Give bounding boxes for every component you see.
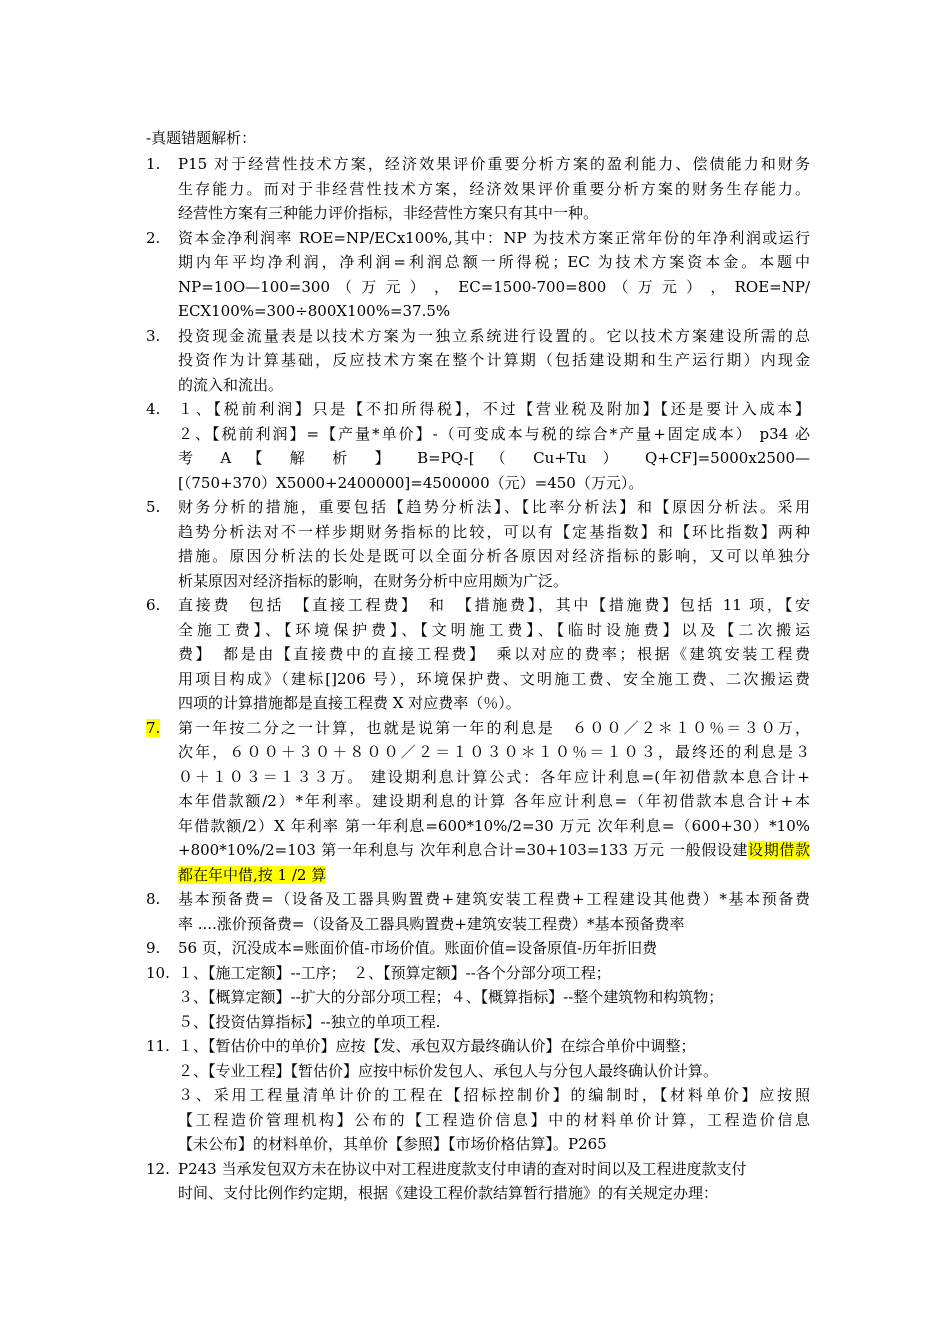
text-line: 措施。原因分析法的长处是既可以全面分析各原因对经济指标的影响，又可以单独分 [178,547,810,565]
item-number: 11. [146,1037,170,1055]
text-line: 本年借款额/2）*年利率。建设期利息的计算 各年应计利息=（年初借款本息合计+本 [178,792,810,810]
text-line: 资本金净利润率 ROE=NP/ECx100%,其中：NP 为技术方案正常年份的年净利润或运行 [178,228,810,247]
text-line: 财务分析的措施，重要包括【趋势分析法】、【比率分析法】和【原因分析法。采用 [178,498,810,516]
list-item [146,152,810,226]
text-line: 56 页，沉没成本=账面价值-市场价值。账面价值=设备原值-历年折旧费 [178,939,658,957]
text-line: ２、【税前利润】=【产量*单价】-（可变成本与税的综合*产量+固定成本） p34 必 [178,424,810,443]
text-line: 基本预备费=（设备及工器具购置费+建筑安装工程费+工程建设其他费）*基本预备费 [178,890,810,908]
list-item [146,887,810,936]
list-item [146,936,810,961]
text-line: 直接费 包括 【直接工程费】 和 【措施费】，其中【措施费】包括 11 项，【安 [178,596,810,614]
text-line: ２、【专业工程】【暂估价】应按中标价发包人、承包人与分包人最终确认价计算。 [178,1061,719,1080]
item-text [178,887,810,936]
item-text [178,961,810,1035]
item-number: 7. [146,718,161,737]
item-number: 4. [146,400,161,418]
text-line: 趋势分析法对不一样步期财务指标的比较，可以有【定基指数】和【环比指数】两种 [178,522,810,541]
text-line: 投资现金流量表是以技术方案为一独立系统进行设置的。它以技术方案建设所需的总 [178,326,810,345]
text-line: 生存能力。而对于非经营性技术方案，经济效果评价重要分析方案的财务生存能力。 [178,179,810,198]
text-line: P15 对于经营性技术方案，经济效果评价重要分析方案的盈利能力、偿债能力和财务 [178,155,810,173]
item-number: 12. [146,1159,170,1178]
text-line: １、【暂估价中的单价】应按【发、承包双方最终确认价】在综合单价中调整； [178,1037,696,1055]
list-item [146,593,810,716]
item-text [178,716,810,888]
text-line: 率 ....涨价预备费=（设备及工器具购置费+建筑安装工程费）*基本预备费率 [178,914,685,933]
list-item [146,1034,810,1157]
item-number: 3. [146,326,161,345]
list-item [146,495,810,593]
item-number: 6. [146,596,161,614]
text-line: 费】 都是由【直接费中的直接工程费】 乘以对应的费率；根据《建筑安装工程费 [178,645,810,663]
item-text [178,152,810,226]
text-line: 全施工费】、【环境保护费】、【文明施工费】、【临时设施费】以及【二次搬运 [178,620,810,639]
list-item [146,961,810,1035]
text-line: 用项目构成》（建标[]206 号），环境保护费、文明施工费、安全施工费、二次搬运费 [178,669,810,688]
text-line: ECX100%=300÷800X100%=37.5% [178,302,451,320]
item-text [178,593,810,716]
text-line: 【未公布】的材料单价，其单价【参照】【市场价格估算】。P265 [178,1135,607,1153]
page-heading: -真题错题解析： [146,129,257,147]
text-line: +800*10%/2=103 第一年利息与 次年利息合计=30+103=133 万元 一般假设建设期借款 [178,841,810,859]
text-line: ５、【投资估算指标】--独立的单项工程. [178,1012,441,1031]
item-text [178,936,810,961]
text-line: [（750+370）X5000+2400000]=4500000（元）=450（万元）。 [178,473,644,492]
list-item [146,226,810,324]
item-text [178,495,810,593]
text-line: 考 A 【 解 析 】 B=PQ-[ （ Cu+Tu ） Q+CF]=5000x2500— [178,449,810,467]
text-line: NP=10O—100=300 （ 万 元 ） ， EC=1500-700=800 （ 万 元 ） ， ROE=NP/ [178,277,810,296]
text-line: 四项的计算措施都是直接工程费 X 对应费率（％）。 [178,694,521,712]
text-line: ３、【概算定额】--扩大的分部分项工程；４、【概算指标】--整个建筑物和构筑物； [178,988,724,1006]
item-number: 1. [146,155,161,173]
text-line: １、【施工定额】--工序； ２、【预算定额】--各个分部分项工程； [178,963,611,982]
text-line: 【工程造价管理机构】公布的【工程造价信息】中的材料单价计算，工程造价信息 [178,1110,810,1129]
list-item [146,397,810,495]
text-line: 次年，６００＋３０＋８００／２＝１０３０＊１０％＝１０３，最终还的利息是３ [178,743,810,761]
text-line: 第一年按二分之一计算，也就是说第一年的利息是 ６００／２＊１０％＝３０万， [178,718,810,737]
answer-list [146,152,810,1206]
text-line: 投资作为计算基础，反应技术方案在整个计算期（包括建设期和生产运行期）内现金 [178,351,810,369]
text-line: １、【税前利润】只是【不扣所得税】，不过【营业税及附加】【还是要计入成本】 [178,400,810,418]
item-text [178,226,810,324]
item-text [178,324,810,398]
item-number: 10. [146,963,170,982]
item-text [178,1157,810,1206]
text-line: 经营性方案有三种能力评价指标，非经营性方案只有其中一种。 [178,204,599,222]
item-number: 9. [146,939,161,957]
list-item [146,1157,810,1206]
text-line: ３、采用工程量清单计价的工程在【招标控制价】的编制时，【材料单价】应按照 [178,1086,810,1104]
item-number: 8. [146,890,161,908]
text-line [178,863,810,888]
list-item [146,324,810,398]
item-text [178,397,810,495]
item-text [178,1034,810,1157]
highlighted-text: 都在年中借,按 1 /2 算 [178,865,327,884]
item-number: 2. [146,228,161,247]
highlighted-text: 设期借款 [748,841,810,859]
text-line: 时间、支付比例作约定期，根据《建设工程价款结算暂行措施》的有关规定办理： [178,1184,719,1202]
text-line: 析某原因对经济指标的影响，在财务分析中应用颇为广泛。 [178,571,569,590]
item-number: 5. [146,498,161,516]
text-line: 年借款额/2）X 年利率 第一年利息=600*10%/2=30 万元 次年利息=（600+30）*10% [178,816,810,835]
text-line: 期内年平均净利润，净利润=利润总额一所得税；EC 为技术方案资本金。本题中 [178,253,810,271]
text-line: P243 当承发包双方未在协议中对工程进度款支付申请的查对时间以及工程进度款支付 [178,1159,747,1178]
text-line: ０＋１０３＝１３３万。 建设期利息计算公式：各年应计利息=(年初借款本息合计+ [178,767,810,786]
text-line: 的流入和流出。 [178,375,284,394]
list-item [146,716,810,888]
